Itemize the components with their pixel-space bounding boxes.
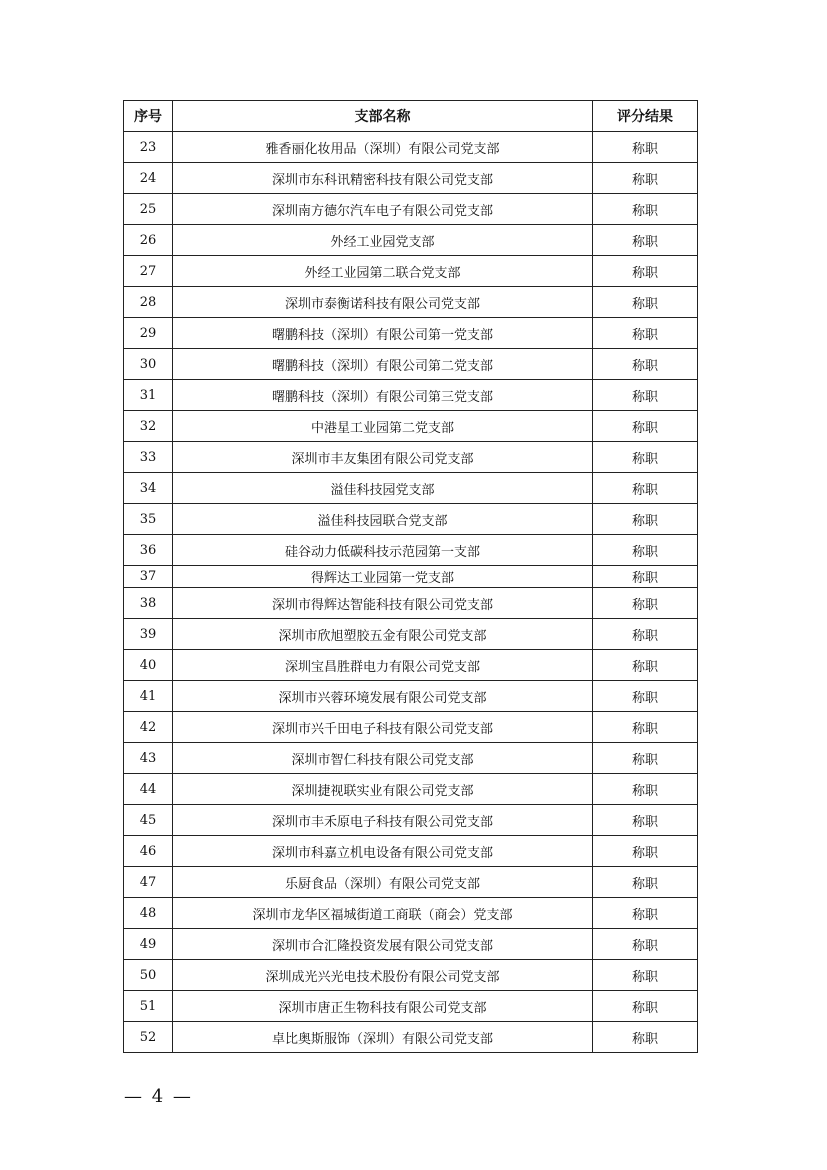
row-branch-name: 外经工业园党支部 bbox=[173, 225, 593, 256]
row-serial-number: 51 bbox=[124, 991, 173, 1022]
row-branch-name: 曙鹏科技（深圳）有限公司第一党支部 bbox=[173, 318, 593, 349]
row-branch-name: 深圳市丰禾原电子科技有限公司党支部 bbox=[173, 805, 593, 836]
row-serial-number: 36 bbox=[124, 535, 173, 566]
row-evaluation-result: 称职 bbox=[593, 380, 698, 411]
table-row bbox=[124, 163, 698, 194]
row-serial-number: 24 bbox=[124, 163, 173, 194]
row-branch-name: 硅谷动力低碳科技示范园第一支部 bbox=[173, 535, 593, 566]
table-row bbox=[124, 588, 698, 619]
row-serial-number: 50 bbox=[124, 960, 173, 991]
header-branch-name: 支部名称 bbox=[173, 101, 593, 132]
row-branch-name: 深圳市丰友集团有限公司党支部 bbox=[173, 442, 593, 473]
row-branch-name: 深圳市智仁科技有限公司党支部 bbox=[173, 743, 593, 774]
row-evaluation-result: 称职 bbox=[593, 743, 698, 774]
table-row bbox=[124, 473, 698, 504]
row-serial-number: 42 bbox=[124, 712, 173, 743]
table-header-row bbox=[124, 101, 698, 132]
row-evaluation-result: 称职 bbox=[593, 163, 698, 194]
row-evaluation-result: 称职 bbox=[593, 619, 698, 650]
row-branch-name: 得辉达工业园第一党支部 bbox=[173, 566, 593, 588]
row-branch-name: 深圳市东科讯精密科技有限公司党支部 bbox=[173, 163, 593, 194]
row-branch-name: 深圳捷视联实业有限公司党支部 bbox=[173, 774, 593, 805]
row-evaluation-result: 称职 bbox=[593, 225, 698, 256]
table-row bbox=[124, 504, 698, 535]
table-row bbox=[124, 380, 698, 411]
row-evaluation-result: 称职 bbox=[593, 566, 698, 588]
row-evaluation-result: 称职 bbox=[593, 473, 698, 504]
table-row bbox=[124, 929, 698, 960]
table-row bbox=[124, 836, 698, 867]
row-branch-name: 深圳市泰衡诺科技有限公司党支部 bbox=[173, 287, 593, 318]
row-evaluation-result: 称职 bbox=[593, 588, 698, 619]
table-row bbox=[124, 960, 698, 991]
row-branch-name: 溢佳科技园党支部 bbox=[173, 473, 593, 504]
table-row bbox=[124, 991, 698, 1022]
table-row bbox=[124, 349, 698, 380]
header-serial-number: 序号 bbox=[124, 101, 173, 132]
row-serial-number: 47 bbox=[124, 867, 173, 898]
row-branch-name: 深圳市欣旭塑胶五金有限公司党支部 bbox=[173, 619, 593, 650]
table-row bbox=[124, 442, 698, 473]
row-serial-number: 45 bbox=[124, 805, 173, 836]
table-row bbox=[124, 566, 698, 588]
table-row bbox=[124, 898, 698, 929]
row-evaluation-result: 称职 bbox=[593, 805, 698, 836]
row-branch-name: 深圳市科嘉立机电设备有限公司党支部 bbox=[173, 836, 593, 867]
row-serial-number: 52 bbox=[124, 1022, 173, 1053]
row-serial-number: 30 bbox=[124, 349, 173, 380]
row-branch-name: 深圳市合汇隆投资发展有限公司党支部 bbox=[173, 929, 593, 960]
row-branch-name: 深圳市兴千田电子科技有限公司党支部 bbox=[173, 712, 593, 743]
row-serial-number: 44 bbox=[124, 774, 173, 805]
row-branch-name: 深圳市得辉达智能科技有限公司党支部 bbox=[173, 588, 593, 619]
table-row bbox=[124, 194, 698, 225]
row-serial-number: 46 bbox=[124, 836, 173, 867]
row-serial-number: 25 bbox=[124, 194, 173, 225]
row-serial-number: 31 bbox=[124, 380, 173, 411]
row-serial-number: 41 bbox=[124, 681, 173, 712]
table-row bbox=[124, 867, 698, 898]
table-row bbox=[124, 619, 698, 650]
row-branch-name: 深圳成光兴光电技术股份有限公司党支部 bbox=[173, 960, 593, 991]
row-evaluation-result: 称职 bbox=[593, 535, 698, 566]
table-body bbox=[124, 132, 698, 1053]
table-row bbox=[124, 535, 698, 566]
row-evaluation-result: 称职 bbox=[593, 132, 698, 163]
table-row bbox=[124, 225, 698, 256]
row-branch-name: 深圳南方德尔汽车电子有限公司党支部 bbox=[173, 194, 593, 225]
table-row bbox=[124, 681, 698, 712]
row-evaluation-result: 称职 bbox=[593, 991, 698, 1022]
table-row bbox=[124, 743, 698, 774]
table-row bbox=[124, 1022, 698, 1053]
table-row bbox=[124, 318, 698, 349]
table-row bbox=[124, 650, 698, 681]
row-evaluation-result: 称职 bbox=[593, 504, 698, 535]
row-evaluation-result: 称职 bbox=[593, 287, 698, 318]
row-serial-number: 49 bbox=[124, 929, 173, 960]
row-evaluation-result: 称职 bbox=[593, 442, 698, 473]
row-branch-name: 深圳宝昌胜群电力有限公司党支部 bbox=[173, 650, 593, 681]
row-serial-number: 23 bbox=[124, 132, 173, 163]
row-serial-number: 37 bbox=[124, 566, 173, 588]
row-branch-name: 深圳市兴蓉环境发展有限公司党支部 bbox=[173, 681, 593, 712]
row-evaluation-result: 称职 bbox=[593, 681, 698, 712]
table-row bbox=[124, 774, 698, 805]
row-evaluation-result: 称职 bbox=[593, 318, 698, 349]
row-branch-name: 深圳市龙华区福城街道工商联（商会）党支部 bbox=[173, 898, 593, 929]
row-serial-number: 48 bbox=[124, 898, 173, 929]
row-evaluation-result: 称职 bbox=[593, 774, 698, 805]
page-number: — 4 — bbox=[124, 1086, 193, 1107]
row-serial-number: 32 bbox=[124, 411, 173, 442]
row-serial-number: 27 bbox=[124, 256, 173, 287]
row-serial-number: 38 bbox=[124, 588, 173, 619]
row-evaluation-result: 称职 bbox=[593, 650, 698, 681]
row-evaluation-result: 称职 bbox=[593, 867, 698, 898]
row-evaluation-result: 称职 bbox=[593, 836, 698, 867]
row-serial-number: 35 bbox=[124, 504, 173, 535]
row-branch-name: 溢佳科技园联合党支部 bbox=[173, 504, 593, 535]
row-serial-number: 29 bbox=[124, 318, 173, 349]
row-evaluation-result: 称职 bbox=[593, 349, 698, 380]
table-row bbox=[124, 132, 698, 163]
row-evaluation-result: 称职 bbox=[593, 411, 698, 442]
row-evaluation-result: 称职 bbox=[593, 256, 698, 287]
row-evaluation-result: 称职 bbox=[593, 898, 698, 929]
row-branch-name: 乐厨食品（深圳）有限公司党支部 bbox=[173, 867, 593, 898]
row-evaluation-result: 称职 bbox=[593, 194, 698, 225]
row-evaluation-result: 称职 bbox=[593, 929, 698, 960]
header-evaluation-result: 评分结果 bbox=[593, 101, 698, 132]
table-row bbox=[124, 256, 698, 287]
row-serial-number: 39 bbox=[124, 619, 173, 650]
row-branch-name: 卓比奥斯服饰（深圳）有限公司党支部 bbox=[173, 1022, 593, 1053]
table-row bbox=[124, 411, 698, 442]
row-evaluation-result: 称职 bbox=[593, 960, 698, 991]
row-branch-name: 雅香丽化妆用品（深圳）有限公司党支部 bbox=[173, 132, 593, 163]
table-row bbox=[124, 287, 698, 318]
row-branch-name: 外经工业园第二联合党支部 bbox=[173, 256, 593, 287]
row-serial-number: 26 bbox=[124, 225, 173, 256]
row-serial-number: 40 bbox=[124, 650, 173, 681]
row-branch-name: 曙鹏科技（深圳）有限公司第三党支部 bbox=[173, 380, 593, 411]
row-branch-name: 中港星工业园第二党支部 bbox=[173, 411, 593, 442]
row-serial-number: 28 bbox=[124, 287, 173, 318]
table-row bbox=[124, 805, 698, 836]
row-serial-number: 34 bbox=[124, 473, 173, 504]
row-evaluation-result: 称职 bbox=[593, 712, 698, 743]
table-row bbox=[124, 712, 698, 743]
row-branch-name: 曙鹏科技（深圳）有限公司第二党支部 bbox=[173, 349, 593, 380]
row-serial-number: 43 bbox=[124, 743, 173, 774]
row-evaluation-result: 称职 bbox=[593, 1022, 698, 1053]
row-serial-number: 33 bbox=[124, 442, 173, 473]
row-branch-name: 深圳市唐正生物科技有限公司党支部 bbox=[173, 991, 593, 1022]
branch-evaluation-table bbox=[123, 100, 698, 1053]
